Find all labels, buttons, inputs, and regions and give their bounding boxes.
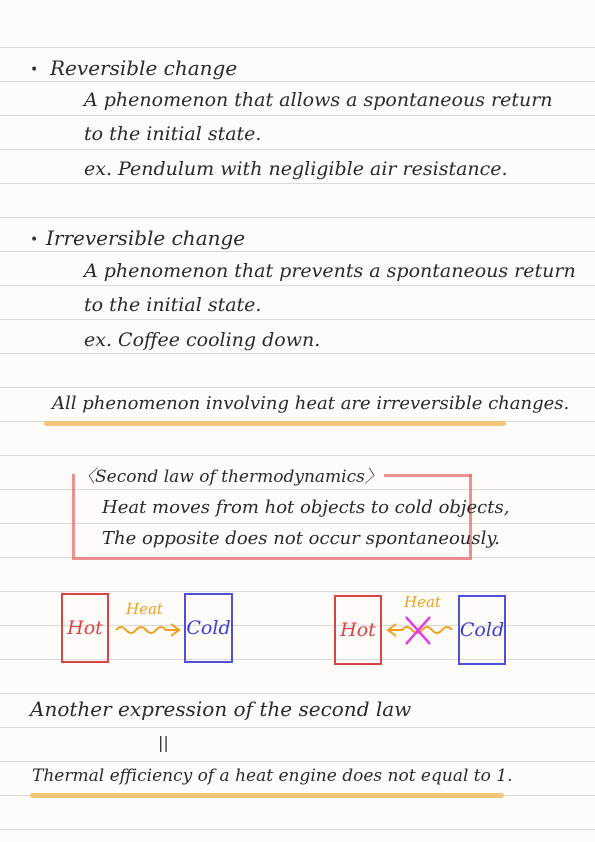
another-line1: Another expression of the second law (30, 697, 412, 721)
reversible-line2: to the initial state. (84, 123, 262, 145)
reversible-line1: A phenomenon that allows a spontaneous return (84, 89, 553, 111)
reversible-example: ex. Pendulum with negligible air resistance. (84, 158, 508, 180)
cold-box-left: Cold (184, 593, 233, 663)
irreversible-heading: Irreversible change (46, 226, 246, 250)
bullet-irreversible: • (30, 232, 39, 248)
equals-mark: || (158, 733, 169, 752)
second-law-line1: Heat moves from hot objects to cold objects, (102, 497, 510, 518)
reversible-heading: Reversible change (50, 56, 238, 80)
second-law-title: 〈Second law of thermodynamics〉 (78, 462, 384, 487)
irreversible-line1: A phenomenon that prevents a spontaneous return (84, 260, 576, 282)
statement-text: All phenomenon involving heat are irreversible changes. (52, 393, 570, 414)
cold-box-right: Cold (458, 595, 506, 665)
heat-label-right: Heat (404, 593, 441, 611)
second-law-line2: The opposite does not occur spontaneously. (102, 528, 500, 549)
hot-box-left: Hot (61, 593, 109, 663)
irreversible-example: ex. Coffee cooling down. (84, 329, 321, 351)
another-line2: Thermal efficiency of a heat engine does not equal to 1. (32, 766, 513, 786)
irreversible-line2: to the initial state. (84, 294, 262, 316)
heat-label-left: Heat (126, 600, 163, 618)
hot-box-right: Hot (334, 595, 382, 665)
efficiency-highlight (30, 793, 504, 798)
bullet-reversible: • (30, 62, 39, 78)
heat-arrow-left-icon (116, 627, 178, 633)
